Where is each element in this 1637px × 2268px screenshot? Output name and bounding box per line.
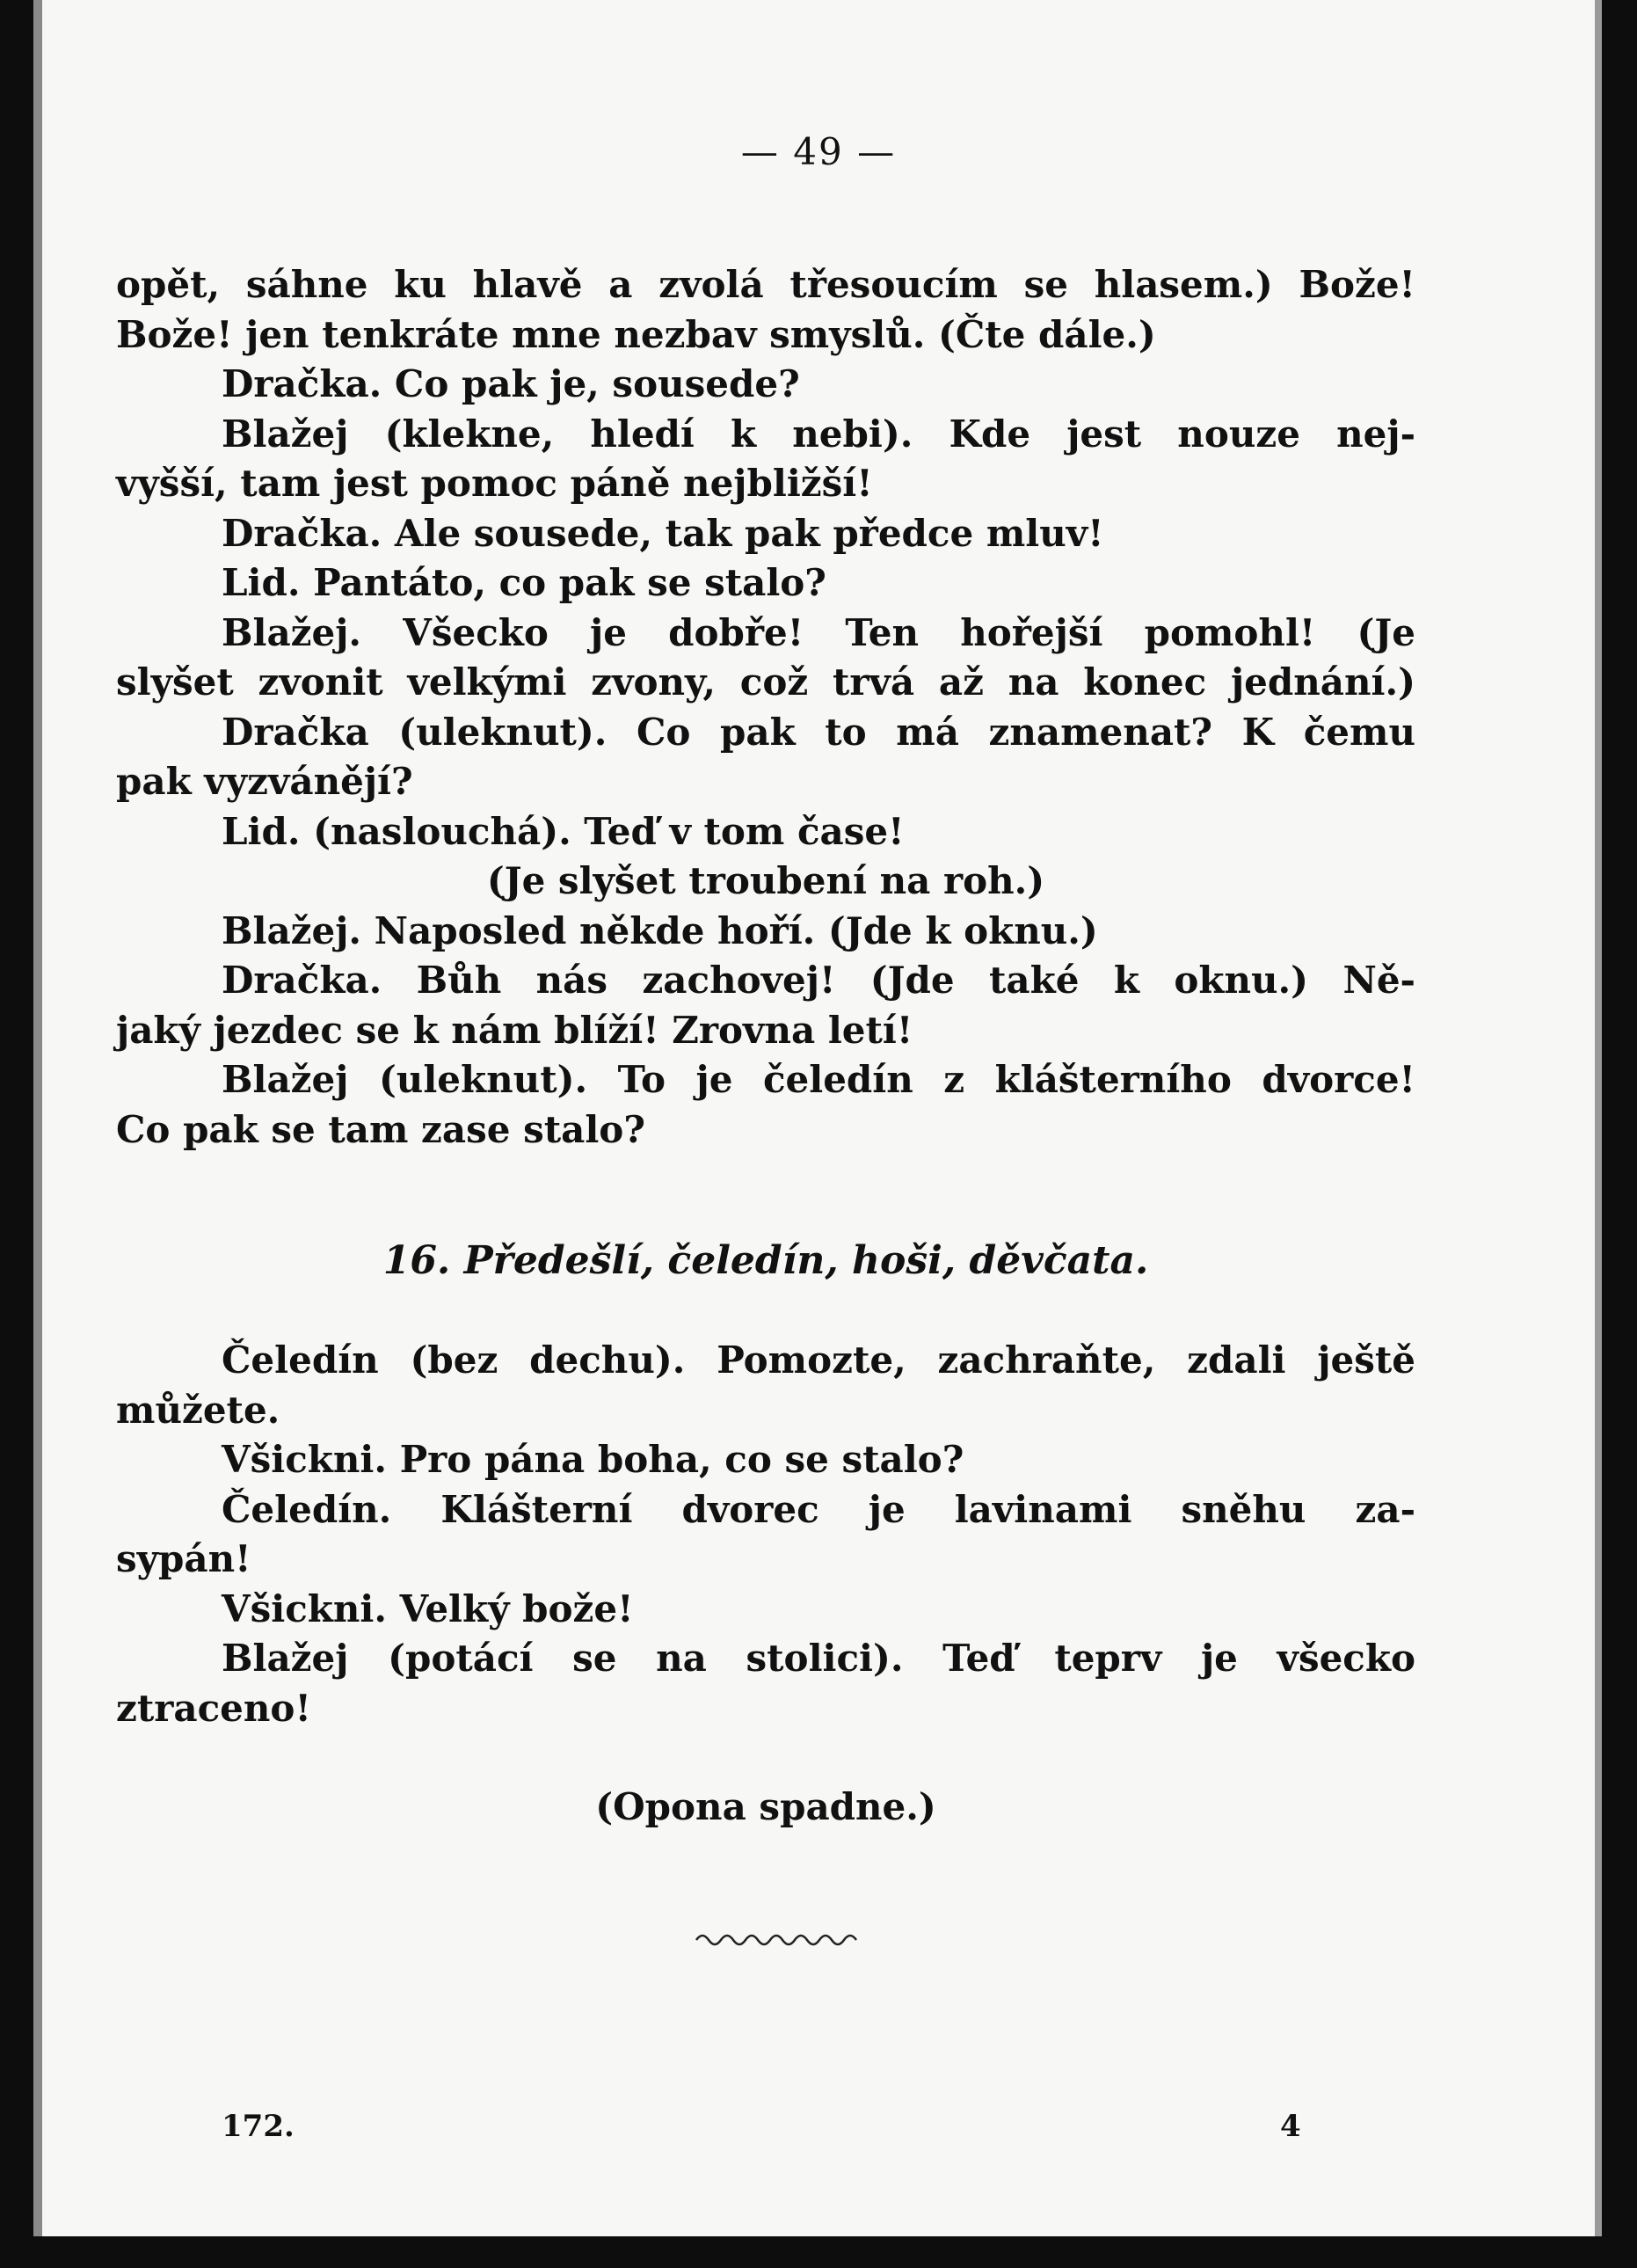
speaker-line: Lid. Pantáto, co pak se stalo?: [222, 561, 826, 604]
sheet-signature-number: 4: [1280, 2109, 1301, 2144]
curtain-falls: (Opona spadne.): [595, 1785, 936, 1828]
scan-border-left-shadow: [33, 0, 42, 2268]
scan-border-right: [1602, 0, 1637, 2268]
speaker-line: Všickni. Pro pána boha, co se stalo?: [222, 1438, 964, 1481]
text-line: sypán!: [116, 1537, 251, 1580]
page-number-header: — 49 —: [740, 130, 897, 173]
text-line: jaký jezdec se k nám blíží! Zrovna letí!: [116, 1008, 913, 1052]
speaker-line: Čeledín. Klášterní dvorec je lavinami sněhu za-: [222, 1487, 1415, 1531]
speaker-line: Všickni. Velký bože!: [222, 1586, 634, 1630]
speaker-line: Lid. (naslouchá). Teď v tom čase!: [222, 809, 905, 853]
speaker-line: Blažej (potácí se na stolici). Teď teprv je všecko: [222, 1637, 1415, 1680]
speaker-line: Dračka (uleknut). Co pak to má znamenat? K čemu: [222, 710, 1415, 754]
scene-heading: 16. Předešlí, čeledín, hoši, děvčata.: [382, 1238, 1149, 1283]
speaker-line: Dračka. Ale sousede, tak pak předce mluv!: [222, 511, 1104, 555]
scan-border-bottom: [0, 2236, 1637, 2268]
speaker-line: Blažej (uleknut). To je čeledín z klášterního dvorce!: [222, 1058, 1415, 1101]
text-line: opět, sáhne ku hlavě a zvolá třesoucím se hlasem.) Bože!: [116, 263, 1415, 306]
speaker-line: Dračka. Bůh nás zachovej! (Jde také k oknu.) Ně-: [222, 959, 1415, 1002]
dialogue-block-2: [116, 1336, 1415, 1733]
speaker-line: Čeledín (bez dechu). Pomozte, zachraňte, zdali ještě: [222, 1338, 1415, 1382]
speaker-line: Blažej (klekne, hledí k nebi). Kde jest nouze nej-: [222, 412, 1415, 456]
text-line: vyšší, tam jest pomoc páně nejbližší!: [116, 462, 873, 505]
text-line: Co pak se tam zase stalo?: [116, 1107, 645, 1151]
speaker-line: Blažej. Naposled někde hoří. (Jde k oknu.): [222, 908, 1098, 952]
scan-border-left: [0, 0, 33, 2268]
speaker-line: Dračka. Co pak je, sousede?: [222, 362, 800, 405]
dialogue-block-1: [116, 260, 1415, 1155]
text-line: ztraceno!: [116, 1686, 311, 1730]
stage-direction: (Je slyšet troubení na roh.): [486, 859, 1045, 902]
wavy-ornament: [695, 1928, 862, 1949]
scan-border-right-shadow: [1595, 0, 1602, 2268]
text-line: můžete.: [116, 1388, 280, 1432]
printer-signature: 172.: [222, 2109, 295, 2144]
text-line: slyšet zvonit velkými zvony, což trvá až na konec jednání.): [116, 660, 1415, 704]
text-line: pak vyzvánějí?: [116, 760, 413, 803]
speaker-line: Blažej. Všecko je dobře! Ten hořejší pomohl! (Je: [222, 610, 1415, 654]
text-line: Bože! jen tenkráte mne nezbav smyslů. (Čte dále.): [116, 312, 1156, 356]
